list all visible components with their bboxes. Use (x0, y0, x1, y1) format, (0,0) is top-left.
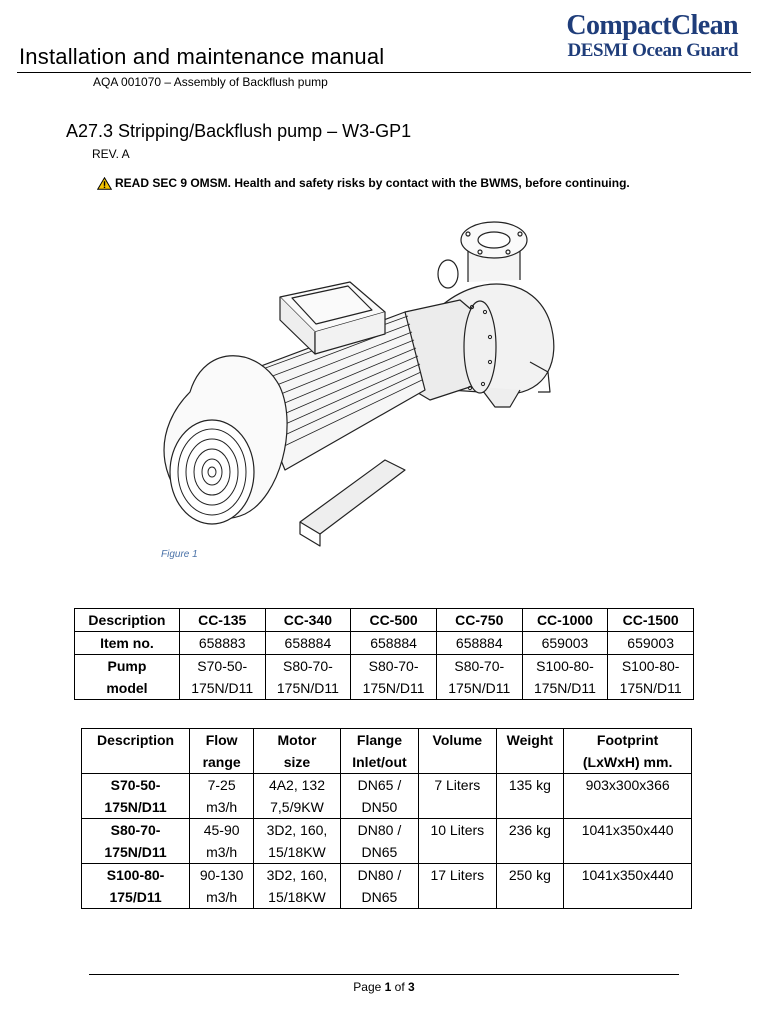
table-header-cell: Description (75, 609, 180, 632)
table-cell: 135 kg (496, 774, 564, 819)
header-divider (17, 72, 751, 73)
table-header-cell: Flange Inlet/out (340, 729, 418, 774)
table-header-cell: CC-1500 (608, 609, 694, 632)
table-row (82, 864, 692, 909)
table-header-row (75, 609, 694, 632)
table-cell: S80-70- 175N/D11 (265, 655, 351, 700)
table-cell: DN65 / DN50 (340, 774, 418, 819)
table-header-cell: CC-135 (179, 609, 265, 632)
revision-label: REV. A (92, 147, 130, 161)
table-cell: S80-70- 175N/D11 (82, 819, 190, 864)
table-cell: 658884 (351, 632, 437, 655)
document-reference: AQA 001070 – Assembly of Backflush pump (93, 75, 328, 89)
table-cell: DN80 / DN65 (340, 864, 418, 909)
table-cell: 3D2, 160, 15/18KW (254, 819, 341, 864)
table-header-cell: Footprint (LxWxH) mm. (564, 729, 692, 774)
table-row (82, 774, 692, 819)
safety-warning-text: READ SEC 9 OMSM. Health and safety risks by contact with the BWMS, before continuing. (115, 176, 630, 190)
table-cell: 658884 (265, 632, 351, 655)
table-cell: S80-70- 175N/D11 (351, 655, 437, 700)
table-header-cell: CC-500 (351, 609, 437, 632)
table-cell: 45-90 m3/h (190, 819, 254, 864)
table-header-cell: Flow range (190, 729, 254, 774)
table-cell: 659003 (522, 632, 608, 655)
table-cell: S100-80- 175N/D11 (522, 655, 608, 700)
table-cell: 1041x350x440 (564, 819, 692, 864)
table-header-cell: Motor size (254, 729, 341, 774)
brand-logo-subtitle: DESMI Ocean Guard (567, 40, 738, 61)
table-row (75, 655, 694, 700)
table-cell: 7 Liters (419, 774, 496, 819)
table-cell: 659003 (608, 632, 694, 655)
table-cell: S100-80- 175/D11 (82, 864, 190, 909)
table-cell: 7-25 m3/h (190, 774, 254, 819)
table-row (82, 819, 692, 864)
table-header-row (82, 729, 692, 774)
table-header-cell: Description (82, 729, 190, 774)
table-cell: 90-130 m3/h (190, 864, 254, 909)
table-cell: S80-70- 175N/D11 (436, 655, 522, 700)
warning-triangle-icon (97, 177, 112, 190)
table-cell: DN80 / DN65 (340, 819, 418, 864)
table-header-cell: Volume (419, 729, 496, 774)
table-cell: 250 kg (496, 864, 564, 909)
table-cell: Item no. (75, 632, 180, 655)
table-cell: 236 kg (496, 819, 564, 864)
figure-caption: Figure 1 (161, 549, 198, 560)
document-title: Installation and maintenance manual (19, 44, 385, 69)
table-cell: 10 Liters (419, 819, 496, 864)
table-cell: 1041x350x440 (564, 864, 692, 909)
table-cell: S100-80- 175N/D11 (608, 655, 694, 700)
pump-specification-table (81, 728, 692, 909)
table-cell: 903x300x366 (564, 774, 692, 819)
table-header-cell: CC-750 (436, 609, 522, 632)
table-row (75, 632, 694, 655)
table-cell: S70-50- 175N/D11 (82, 774, 190, 819)
table-header-cell: CC-1000 (522, 609, 608, 632)
table-cell: 658884 (436, 632, 522, 655)
table-cell: 4A2, 132 7,5/9KW (254, 774, 341, 819)
table-cell: 17 Liters (419, 864, 496, 909)
page-number: Page 1 of 3 (353, 980, 415, 994)
pump-model-table (74, 608, 694, 700)
safety-warning (97, 176, 630, 190)
footer-divider (89, 974, 679, 975)
pump-drawing (150, 212, 570, 567)
table-cell: 658883 (179, 632, 265, 655)
section-title: A27.3 Stripping/Backflush pump – W3-GP1 (66, 121, 412, 141)
table-cell: S70-50- 175N/D11 (179, 655, 265, 700)
table-header-cell: CC-340 (265, 609, 351, 632)
table-header-cell: Weight (496, 729, 564, 774)
brand-logo-name: CompactClean (566, 10, 738, 41)
table-cell: Pump model (75, 655, 180, 700)
table-cell: 3D2, 160, 15/18KW (254, 864, 341, 909)
